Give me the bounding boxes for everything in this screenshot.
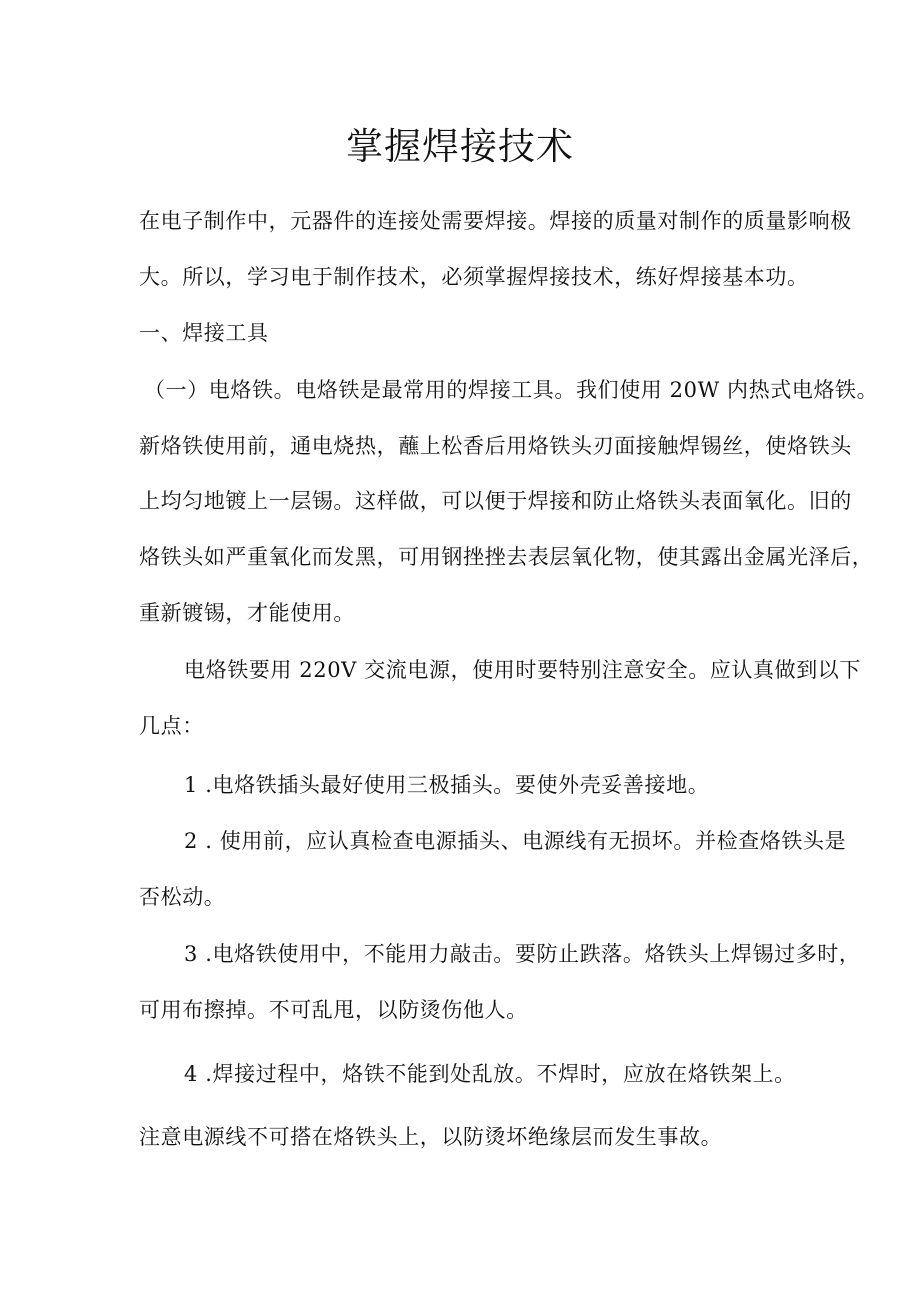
paragraph-line-5: 上均匀地镀上一层锡。这样做，可以便于焊接和防止烙铁头表面氧化。旧的 xyxy=(139,489,852,513)
paragraph-line-9: 几点： xyxy=(139,714,204,738)
list-item-2: 2 . 使用前，应认真检查电源插头、电源线有无损坏。并检查烙铁头是 xyxy=(184,829,847,853)
paragraph-line-8: 电烙铁要用 220V 交流电源，使用时要特别注意安全。应认真做到以下 xyxy=(184,658,861,682)
paragraph-line-4: 新烙铁使用前，通电烧热，蘸上松香后用烙铁头刃面接触焊锡丝，使烙铁头 xyxy=(139,434,852,458)
paragraph-line-7: 重新镀锡，才能使用。 xyxy=(139,601,355,625)
document-title: 掌握焊接技术 xyxy=(346,125,574,168)
list-item-2-cont: 否松动。 xyxy=(139,885,226,909)
closing-note: 注意电源线不可搭在烙铁头上，以防烫坏绝缘层而发生事故。 xyxy=(139,1125,723,1149)
list-item-3: 3 .电烙铁使用中，不能用力敲击。要防止跌落。烙铁头上焊锡过多时， xyxy=(184,942,861,966)
paragraph-line-3: （一）电烙铁。电烙铁是最常用的焊接工具。我们使用 20W 内热式电烙铁。 xyxy=(144,378,879,402)
paragraph-line-2: 大。所以，学习电于制作技术，必须掌握焊接技术，练好焊接基本功。 xyxy=(139,265,809,289)
list-item-4: 4 .焊接过程中，烙铁不能到处乱放。不焊时，应放在烙铁架上。 xyxy=(184,1062,796,1086)
section-heading: 一、焊接工具 xyxy=(139,321,269,345)
list-item-3-cont: 可用布擦掉。不可乱甩，以防烫伤他人。 xyxy=(139,998,528,1022)
paragraph-line-1: 在电子制作中，元器件的连接处需要焊接。焊接的质量对制作的质量影响极 xyxy=(139,209,852,233)
paragraph-line-6: 烙铁头如严重氧化而发黑，可用钢挫挫去表层氧化物，使其露出金属光泽后， xyxy=(139,545,874,569)
list-item-1: 1 .电烙铁插头最好使用三极插头。要使外壳妥善接地。 xyxy=(184,773,710,797)
